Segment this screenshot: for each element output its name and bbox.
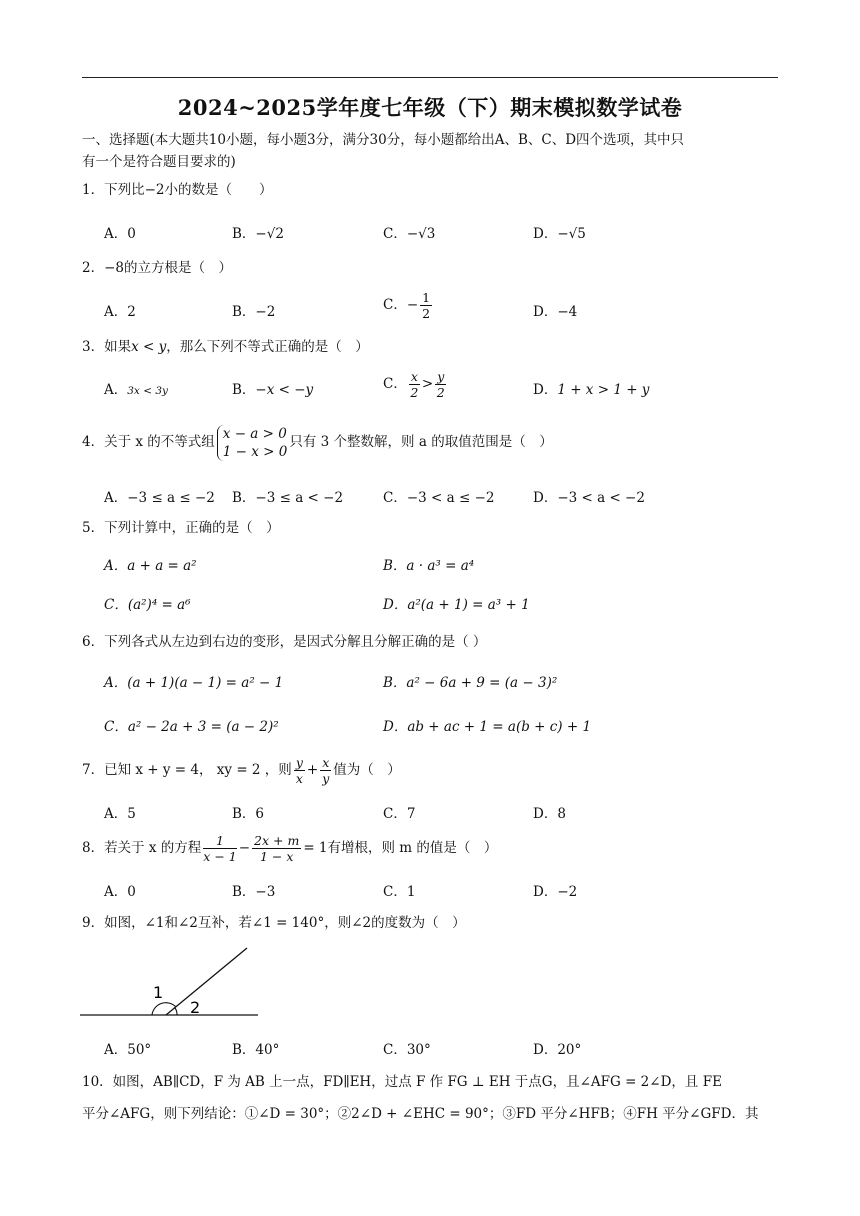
q3-b-math: −x < −y — [255, 382, 314, 398]
question-6-stem: 6．下列各式从左边到右边的变形，是因式分解且分解正确的是（ ） — [82, 634, 487, 650]
q8-f2n: 2x + m — [254, 833, 300, 848]
question-1-stem: 1．下列比−2小的数是（ ） — [82, 182, 273, 198]
question-4-stem — [82, 422, 553, 462]
q3-a-math: 3x < 3y — [127, 385, 168, 397]
q3-option-d[interactable] — [533, 378, 649, 398]
q8-frac1 — [203, 833, 236, 864]
q3-b-label: B． — [232, 382, 256, 398]
q6-option-d[interactable]: D．ab + ac + 1 = a(b + c) + 1 — [383, 719, 592, 735]
q7-f1d: x — [295, 771, 303, 786]
q3-c-n1: x — [410, 369, 418, 384]
question-3-stem — [82, 337, 369, 357]
q2-c-fraction — [420, 290, 432, 321]
q7-stem-post: 值为（ ） — [333, 762, 401, 778]
q7-f2n: x — [322, 755, 330, 770]
angle-1-arc — [152, 1003, 176, 1015]
q8-option-c[interactable]: C．1 — [383, 884, 416, 900]
q6-option-a[interactable]: A．(a + 1)(a − 1) = a² − 1 — [104, 675, 284, 691]
oblique-ray — [166, 948, 247, 1015]
q7-stem-pre: 7．已知 x + y = 4， xy = 2 ，则 — [82, 762, 292, 778]
page-title: 2024~2025学年度七年级（下）期末模拟数学试卷 — [177, 95, 683, 120]
question-2-stem: 2．−8的立方根是（ ） — [82, 260, 232, 276]
q4-sys-line2: 1 − x > 0 — [222, 443, 288, 460]
q3-c-d2: 2 — [436, 385, 445, 400]
q3-c-d1: 2 — [410, 385, 419, 400]
q5-option-c[interactable]: C．(a²)⁴ = a⁶ — [104, 597, 191, 613]
q8-stem-post: = 1有增根，则 m 的值是（ ） — [303, 840, 498, 856]
q3-c-n2: y — [437, 369, 445, 384]
q3-d-label: D． — [533, 382, 558, 398]
question-7-stem — [82, 752, 401, 788]
question-8-stem — [82, 830, 497, 866]
q2-option-b[interactable]: B．−2 — [232, 304, 276, 320]
q4-stem-pre: 4．关于 x 的不等式组 — [82, 434, 215, 450]
section-heading-cont: 有一个是符合题目要求的) — [82, 154, 236, 170]
q7-option-d[interactable]: D．8 — [533, 806, 566, 822]
q5-option-a[interactable]: A．a + a = a² — [104, 558, 197, 574]
q3-stem-math: x < y — [131, 339, 167, 355]
q8-f1d: x − 1 — [203, 849, 237, 864]
top-rule — [82, 77, 778, 78]
q3-option-c[interactable] — [383, 369, 448, 400]
question-9-stem: 9．如图，∠1和∠2互补，若∠1 = 140°，则∠2的度数为（ ） — [82, 915, 466, 931]
angle-2-arc — [175, 1008, 177, 1015]
q4-stem-post: 只有 3 个整数解，则 a 的取值范围是（ ） — [289, 434, 553, 450]
q1-option-c[interactable]: C．−√3 — [383, 226, 436, 242]
q3-stem-pre: 3．如果 — [82, 339, 132, 355]
angle-1-label: 1 — [153, 983, 164, 1002]
q2-c-prefix: C．− — [383, 297, 419, 313]
q7-option-c[interactable]: C．7 — [383, 806, 416, 822]
angle-figure — [80, 940, 270, 1025]
q4-option-b[interactable]: B．−3 ≤ a < −2 — [232, 490, 344, 506]
q8-option-a[interactable]: A．0 — [104, 884, 136, 900]
q5-option-b[interactable]: B．a · a³ = a⁴ — [383, 558, 475, 574]
q8-frac2 — [252, 833, 301, 864]
q2-option-d[interactable]: D．−4 — [533, 304, 578, 320]
q4-option-a[interactable]: A．−3 ≤ a ≤ −2 — [104, 490, 215, 506]
section-heading: 一、选择题(本大题共10小题，每小题3分，满分30分，每小题都给出A、B、C、D四个选项，其中只 — [82, 132, 685, 148]
q1-option-d[interactable]: D．−√5 — [533, 226, 586, 242]
q1-option-b[interactable]: B．−√2 — [232, 226, 284, 242]
q3-a-label: A． — [104, 382, 128, 398]
q3-stem-post: ，那么下列不等式正确的是（ ） — [166, 339, 369, 355]
q9-option-d[interactable]: D．20° — [533, 1042, 582, 1058]
question-5-stem: 5．下列计算中，正确的是（ ） — [82, 520, 280, 536]
q7-option-b[interactable]: B．6 — [232, 806, 265, 822]
q7-option-a[interactable]: A．5 — [104, 806, 136, 822]
q1-option-a[interactable]: A．0 — [104, 226, 136, 242]
q8-minus: − — [238, 840, 251, 856]
q8-stem-pre: 8．若关于 x 的方程 — [82, 840, 202, 856]
q8-option-b[interactable]: B．−3 — [232, 884, 276, 900]
q4-option-d[interactable]: D．−3 < a < −2 — [533, 490, 645, 506]
q6-option-c[interactable]: C．a² − 2a + 3 = (a − 2)² — [104, 719, 279, 735]
q3-d-math: 1 + x > 1 + y — [557, 382, 650, 398]
q9-option-b[interactable]: B．40° — [232, 1042, 280, 1058]
q3-c-frac1 — [409, 369, 420, 400]
q5-option-d[interactable]: D．a²(a + 1) = a³ + 1 — [383, 597, 530, 613]
q2-option-a[interactable]: A．2 — [104, 304, 136, 320]
q7-f1n: y — [295, 755, 303, 770]
question-10-stem-cont: 平分∠AFG，则下列结论：①∠D = 30°；②2∠D + ∠EHC = 90°；③FD 平分∠HFB；④FH 平分∠GFD．其 — [82, 1106, 759, 1122]
q2-option-c[interactable] — [383, 290, 434, 321]
q4-sys-line1: x − a > 0 — [222, 425, 287, 442]
q8-f1n: 1 — [203, 833, 236, 849]
q7-frac1 — [294, 755, 305, 786]
q8-option-d[interactable]: D．−2 — [533, 884, 578, 900]
q3-c-label: C． — [383, 376, 407, 392]
q7-f2d: y — [322, 771, 330, 786]
q4-inequality-system — [217, 425, 288, 461]
q3-c-frac2 — [435, 369, 446, 400]
q3-c-op: > — [421, 376, 434, 392]
q7-plus: + — [306, 762, 319, 778]
q9-option-a[interactable]: A．50° — [104, 1042, 152, 1058]
q9-option-c[interactable]: C．30° — [383, 1042, 431, 1058]
q2-c-num: 1 — [422, 290, 431, 305]
question-10-stem: 10．如图，AB∥CD，F 为 AB 上一点，FD∥EH，过点 F 作 FG ⊥ EH 于点G，且∠AFG = 2∠D，且 FE — [82, 1074, 722, 1090]
q3-option-a[interactable] — [104, 378, 168, 398]
q2-c-den: 2 — [422, 306, 431, 321]
q6-option-b[interactable]: B．a² − 6a + 9 = (a − 3)² — [383, 675, 558, 691]
q3-option-b[interactable] — [232, 378, 313, 398]
q7-frac2 — [320, 755, 331, 786]
q8-f2d: 1 − x — [259, 849, 294, 864]
q4-option-c[interactable]: C．−3 < a ≤ −2 — [383, 490, 495, 506]
angle-2-label: 2 — [190, 998, 201, 1017]
